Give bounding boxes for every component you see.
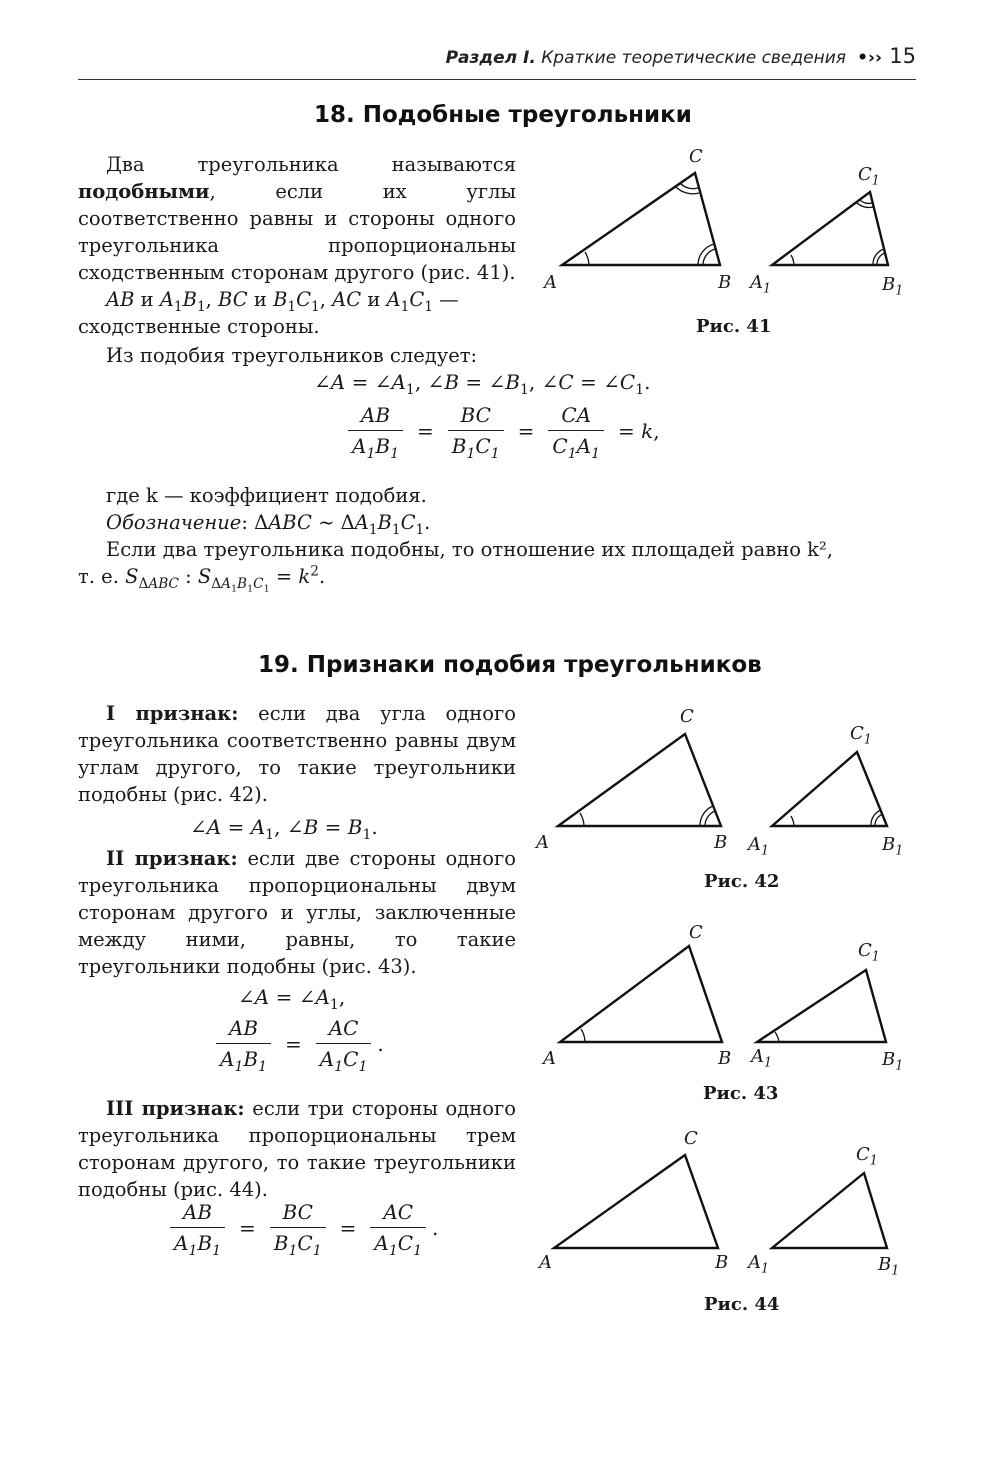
label-b: B bbox=[715, 1252, 729, 1273]
label-a: A bbox=[544, 272, 557, 293]
section-18-title: 18. Подобные треугольники bbox=[314, 102, 692, 128]
triangle-a1b1c1 bbox=[772, 1173, 887, 1248]
sign-2: II признак: если две стороны одного треугольника пропорциональны двум сторонам другого и углы, заключенные между ними, равны, то такие треугольники подобны (рис. 43). bbox=[78, 847, 516, 978]
label-b1: $B_1$ bbox=[882, 834, 904, 858]
caption-fig-42: Рис. 42 bbox=[704, 871, 780, 892]
label-c1: $C_1$ bbox=[856, 1144, 878, 1168]
label-a1: $A_1$ bbox=[750, 272, 772, 296]
section-18-definition: Два треугольника называются подобными, если их углы соответственно равны и стороны одного треугольника пропорциональны сходственным сторонам другого (рис. 41). AB и $A_1B_1$, BC и $B_1C_1$, AC и $A_1C_1$ — сходственные стороны. bbox=[78, 153, 516, 338]
sign-1-formula: ∠A = $A_1$, ∠B = $B_1$. bbox=[190, 815, 378, 843]
label-c1: $C_1$ bbox=[850, 723, 872, 747]
label-b: B bbox=[718, 1048, 732, 1069]
section-19-title: 19. Признаки подобия треугольников bbox=[258, 652, 762, 678]
label-a1: $A_1$ bbox=[748, 1252, 770, 1276]
label-b1: $B_1$ bbox=[882, 274, 904, 298]
label-a1: $A_1$ bbox=[751, 1046, 773, 1070]
label-a: A bbox=[539, 1252, 552, 1273]
label-b1: $B_1$ bbox=[882, 1049, 904, 1073]
triangle-abc bbox=[554, 1155, 718, 1248]
label-a: A bbox=[543, 1048, 556, 1069]
label-c: C bbox=[689, 922, 703, 943]
corresponding-sides: AB и $A_1B_1$, BC и $B_1C_1$, AC и $A_1C_1$ — сходственные стороны. bbox=[78, 288, 459, 338]
label-c: C bbox=[680, 706, 694, 727]
section-18-notes: где k — коэффициент подобия. Обозначение: ΔABC ~ $\Delta A_1B_1C_1$. Если два треугольника подобны, то отношение их площадей равно k², т. е. $S_{\Delta ABC}$ : $S_{\Delta A_1B_1C_1} = k^2$. bbox=[78, 484, 833, 595]
sign-3: III признак: если три стороны одного треугольника пропорциональны трем сторонам другого, то такие треугольники подобны (рис. 44). bbox=[78, 1097, 516, 1201]
caption-fig-43: Рис. 43 bbox=[703, 1083, 779, 1104]
sign-3-ratio: $\frac{AB}{A_1B_1}$ = $\frac{BC}{B_1C_1}$ = $\frac{AC}{A_1C_1}$ . bbox=[166, 1200, 448, 1255]
label-a: A bbox=[536, 832, 549, 853]
sign-2-ratio: $\frac{AB}{A_1B_1}$ = $\frac{AC}{A_1C_1}$ . bbox=[212, 1016, 394, 1071]
caption-fig-41: Рис. 41 bbox=[696, 316, 772, 337]
follows-text: Из подобия треугольников следует: bbox=[106, 344, 478, 367]
caption-fig-44: Рис. 44 bbox=[704, 1294, 780, 1315]
angle-equalities: ∠A = $\angle A_1$, ∠B = $\angle B_1$, ∠C = $\angle C_1$. bbox=[314, 370, 651, 398]
label-b1: $B_1$ bbox=[878, 1254, 900, 1278]
page-number: 15 bbox=[889, 44, 916, 68]
sign-2-angle: ∠A = $\angle A_1$, bbox=[238, 985, 346, 1013]
label-b: B bbox=[714, 832, 728, 853]
label-b: B bbox=[718, 272, 732, 293]
label-c1: $C_1$ bbox=[858, 940, 880, 964]
sign-1: I признак: если два угла одного треугольника соответственно равны двум углам другого, то такие треугольники подобны (рис. 42). bbox=[78, 702, 516, 806]
header-mark: •›› bbox=[857, 48, 882, 68]
label-c: C bbox=[684, 1128, 698, 1149]
label-c1: $C_1$ bbox=[858, 164, 880, 188]
label-c: C bbox=[689, 146, 703, 167]
ratio-formula-18: $\frac{AB}{A_1B_1}$ = $\frac{BC}{B_1C_1}$ = $\frac{CA}{C_1A_1}$ = k, bbox=[344, 403, 670, 458]
label-a1: $A_1$ bbox=[748, 834, 770, 858]
header-section: Раздел I. Краткие теоретические сведения bbox=[445, 48, 846, 68]
